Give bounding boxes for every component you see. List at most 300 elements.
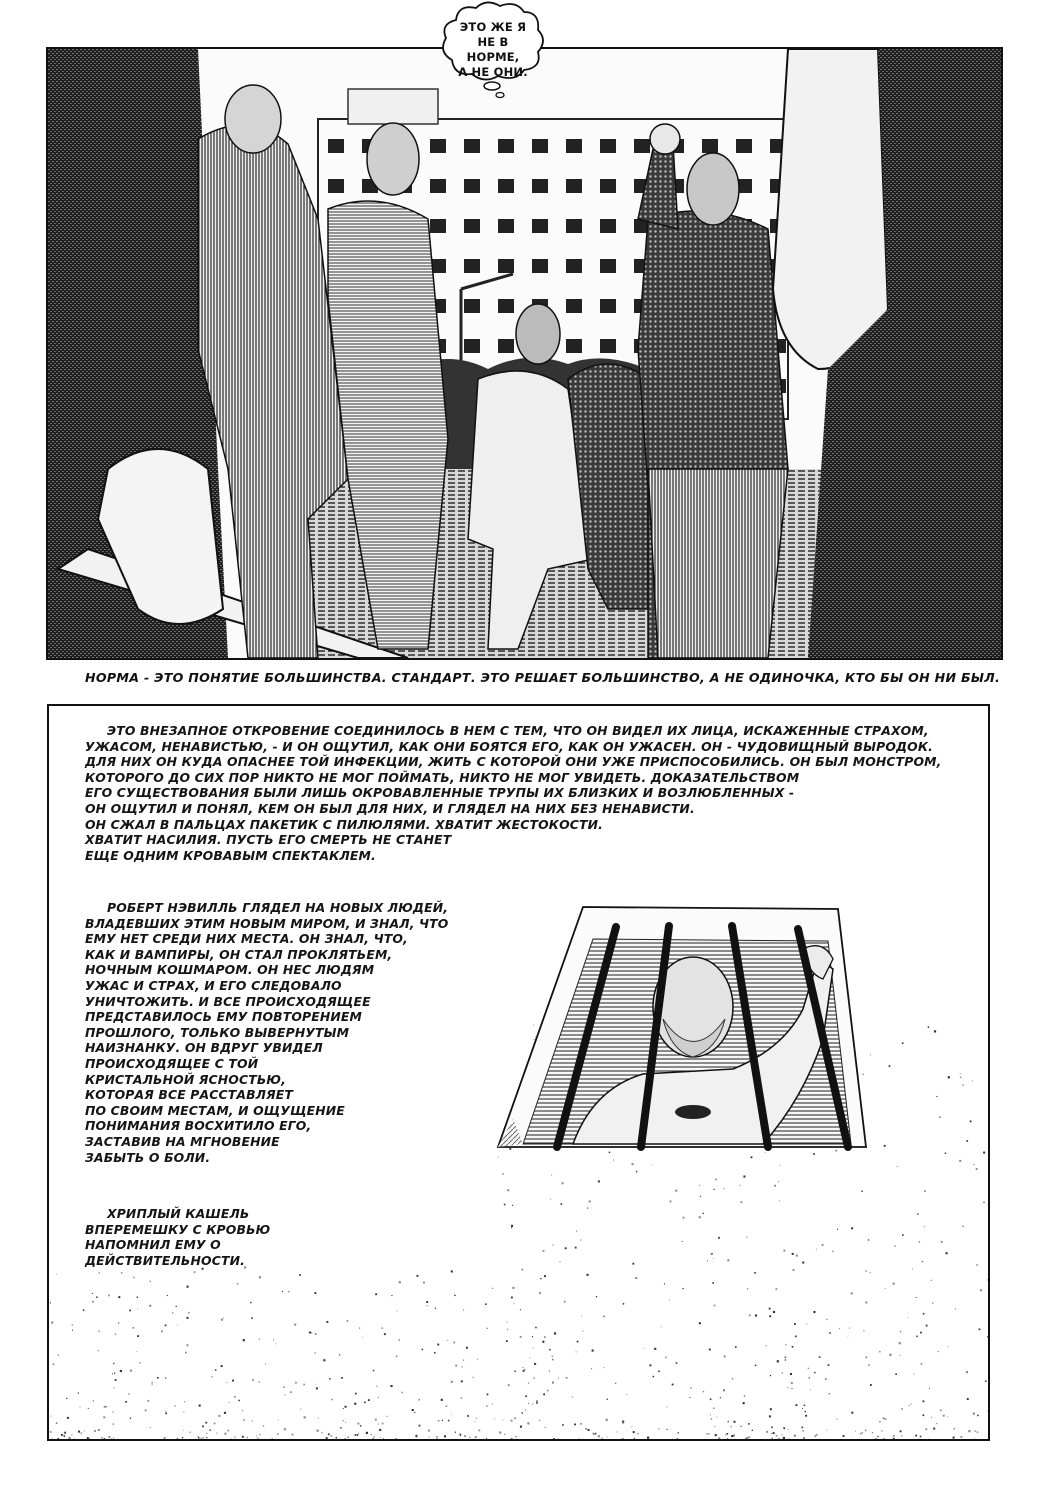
speckle-dot xyxy=(901,1435,902,1436)
speckle-dot xyxy=(631,1426,632,1427)
speckle-dot xyxy=(851,1412,853,1414)
speckle-dot xyxy=(678,1432,679,1433)
speckle-dot xyxy=(469,1437,470,1438)
narration-line: УЖАС И СТРАХ, И ЕГО СЛЕДОВАЛО xyxy=(85,977,342,993)
speckle-dot xyxy=(396,1356,398,1358)
speckle-dot xyxy=(712,1282,714,1284)
speckle-dot xyxy=(977,1264,978,1265)
speckle-dot xyxy=(150,1427,151,1428)
speckle-dot xyxy=(565,1247,567,1249)
speckle-dot xyxy=(104,1406,106,1408)
speckle-dot xyxy=(778,1181,779,1182)
speckle-dot xyxy=(589,1200,591,1202)
speckle-dot xyxy=(520,1336,522,1338)
speckle-dot xyxy=(543,1393,545,1395)
speckle-dot xyxy=(375,1419,377,1421)
thought-line: ЭТО ЖЕ Я xyxy=(459,20,527,34)
narration-line: ПРОШЛОГО, ТОЛЬКО ВЫВЕРНУТЫМ xyxy=(85,1024,350,1040)
speckle-dot xyxy=(785,1359,786,1360)
speckle-dot xyxy=(183,1430,184,1431)
speckle-dot xyxy=(623,1423,624,1424)
speckle-dot xyxy=(749,1314,751,1316)
speckle-dot xyxy=(939,1117,940,1118)
speckle-dot xyxy=(572,1397,573,1398)
speckle-dot xyxy=(145,1410,147,1412)
speckle-dot xyxy=(503,1420,504,1421)
speckle-dot xyxy=(206,1437,207,1438)
speckle-dot xyxy=(511,1297,513,1299)
speckle-dot xyxy=(972,1080,973,1081)
speckle-dot xyxy=(290,1391,292,1393)
speckle-dot xyxy=(792,1253,794,1255)
speckle-dot xyxy=(80,1407,81,1408)
speckle-dot xyxy=(792,1388,793,1389)
speckle-dot xyxy=(928,1026,930,1028)
speckle-dot xyxy=(360,1425,361,1426)
speckle-dot xyxy=(713,1408,715,1410)
speckle-dot xyxy=(384,1333,386,1335)
speckle-dot xyxy=(522,1412,523,1413)
speckle-dot xyxy=(607,1437,608,1438)
narration-line: ПО СВОИМ МЕСТАМ, И ОЩУЩЕНИЕ xyxy=(85,1102,345,1118)
narration-line: РОБЕРТ НЭВИЛЛЬ ГЛЯДЕЛ НА НОВЫХ ЛЮДЕЙ, xyxy=(107,900,449,915)
speckle-dot xyxy=(434,1352,436,1354)
speckle-dot xyxy=(955,1308,956,1309)
narration-line: КОТОРАЯ ВСЕ РАССТАВЛЯЕТ xyxy=(85,1087,294,1103)
speckle-dot xyxy=(494,1419,495,1420)
speckle-dot xyxy=(130,1418,131,1419)
speckle-dot xyxy=(769,1308,771,1310)
speckle-dot xyxy=(861,1191,862,1192)
speckle-dot xyxy=(539,1420,540,1421)
speckle-dot xyxy=(447,1340,448,1341)
speckle-dot xyxy=(676,1438,678,1439)
speckle-dot xyxy=(661,1326,662,1327)
narration-line: ПОНИМАНИЯ ВОСХИТИЛО ЕГО, xyxy=(85,1118,312,1134)
speckle-dot xyxy=(806,1323,807,1324)
speckle-dot xyxy=(331,1435,333,1437)
speckle-dot xyxy=(974,1164,975,1165)
speckle-dot xyxy=(104,1438,105,1439)
speckle-dot xyxy=(920,1436,922,1438)
speckle-dot xyxy=(525,1410,526,1411)
speckle-dot xyxy=(206,1433,207,1434)
speckle-dot xyxy=(777,1360,779,1362)
speckle-dot xyxy=(492,1288,493,1289)
speckle-dot xyxy=(675,1190,677,1192)
speckle-dot xyxy=(382,1327,384,1329)
speckle-dot xyxy=(259,1276,261,1278)
speckle-dot xyxy=(588,1429,590,1431)
speckle-dot xyxy=(436,1436,437,1437)
speckle-dot xyxy=(670,1201,672,1203)
speckle-dot xyxy=(197,1436,198,1437)
speckle-dot xyxy=(883,1417,885,1419)
speckle-dot xyxy=(187,1317,189,1319)
speckle-dot xyxy=(770,1375,771,1376)
thought-bubble xyxy=(436,0,548,92)
speckle-dot xyxy=(121,1272,123,1274)
speckle-dot xyxy=(792,1346,794,1348)
speckle-dot xyxy=(843,1435,845,1437)
speckle-dot xyxy=(724,1356,726,1358)
speckle-dot xyxy=(717,1439,719,1440)
speckle-dot xyxy=(832,1251,834,1253)
speckle-dot xyxy=(228,1430,230,1432)
speckle-dot xyxy=(959,1160,961,1162)
speckle-dot xyxy=(247,1437,248,1438)
speckle-dot xyxy=(813,1311,815,1313)
speckle-dot xyxy=(101,1437,103,1439)
speckle-dot xyxy=(819,1356,821,1358)
speckle-dot xyxy=(813,1153,815,1155)
speckle-dot xyxy=(355,1393,357,1395)
speckle-dot xyxy=(511,1227,512,1228)
prison-cell-illustration xyxy=(493,889,868,1152)
speckle-dot xyxy=(669,1299,670,1300)
speckle-dot xyxy=(634,1438,635,1439)
speckle-dot xyxy=(502,1173,504,1175)
speckle-dot xyxy=(234,1396,236,1398)
speckle-dot xyxy=(983,1152,985,1154)
speckle-dot xyxy=(374,1436,375,1437)
speckle-dot xyxy=(176,1306,177,1307)
speckle-dot xyxy=(284,1428,286,1430)
speckle-dot xyxy=(714,1305,716,1307)
speckle-dot xyxy=(165,1378,166,1379)
speckle-dot xyxy=(543,1250,545,1252)
speckle-dot xyxy=(746,1237,747,1238)
speckle-dot xyxy=(328,1433,330,1435)
speckle-dot xyxy=(743,1402,745,1404)
speckle-dot xyxy=(587,1208,588,1209)
speckle-dot xyxy=(689,1397,690,1398)
speckle-dot xyxy=(187,1344,189,1346)
speckle-dot xyxy=(177,1325,178,1326)
speckle-dot xyxy=(562,1182,564,1184)
speckle-dot xyxy=(914,1374,915,1375)
speckle-dot xyxy=(221,1319,223,1321)
speckle-dot xyxy=(514,1417,516,1419)
speckle-dot xyxy=(78,1431,80,1433)
speckle-dot xyxy=(865,1356,867,1358)
speckle-dot xyxy=(900,1430,902,1432)
speckle-dot xyxy=(437,1344,439,1346)
speckle-dot xyxy=(93,1400,94,1401)
speckle-dot xyxy=(137,1335,139,1337)
narration-line: ЗАСТАВИВ НА МГНОВЕНИЕ xyxy=(85,1133,280,1149)
speckle-dot xyxy=(946,1252,948,1254)
speckle-dot xyxy=(419,1425,421,1427)
speckle-dot xyxy=(940,1410,942,1412)
speckle-dot xyxy=(919,1241,921,1243)
speckle-dot xyxy=(945,1153,946,1154)
speckle-dot xyxy=(474,1421,475,1422)
speckle-dot xyxy=(985,1380,987,1382)
speckle-dot xyxy=(331,1399,333,1401)
speckle-dot xyxy=(808,1368,809,1369)
speckle-dot xyxy=(954,1428,955,1429)
speckle-dot xyxy=(593,1433,595,1435)
speckle-dot xyxy=(795,1336,797,1338)
speckle-dot xyxy=(727,1259,729,1261)
speckle-dot xyxy=(72,1330,73,1331)
speckle-dot xyxy=(962,1085,963,1086)
speckle-dot xyxy=(174,1405,175,1406)
speckle-dot xyxy=(446,1405,448,1407)
speckle-dot xyxy=(933,1428,935,1430)
speckle-dot xyxy=(391,1295,392,1296)
speckle-dot xyxy=(766,1431,768,1433)
speckle-dot xyxy=(417,1275,419,1277)
speckle-dot xyxy=(373,1370,375,1372)
speckle-dot xyxy=(504,1204,506,1206)
speckle-dot xyxy=(461,1397,462,1398)
speckle-dot xyxy=(396,1438,398,1439)
narration-paragraph-2 xyxy=(85,900,448,1165)
speckle-dot xyxy=(872,1432,873,1433)
speckle-dot xyxy=(727,1438,728,1439)
narration-paragraph-3 xyxy=(85,1206,270,1268)
speckle-dot xyxy=(804,1438,805,1439)
speckle-dot xyxy=(607,1399,608,1400)
speckle-dot xyxy=(232,1380,234,1382)
speckle-dot xyxy=(185,1352,187,1354)
speckle-dot xyxy=(418,1399,420,1401)
speckle-dot xyxy=(187,1286,189,1288)
speckle-dot xyxy=(51,1416,52,1417)
speckle-dot xyxy=(487,1328,488,1329)
speckle-dot xyxy=(114,1387,115,1388)
speckle-dot xyxy=(676,1362,678,1364)
speckle-dot xyxy=(375,1293,377,1295)
speckle-dot xyxy=(751,1156,753,1158)
speckle-dot xyxy=(438,1420,440,1422)
speckle-dot xyxy=(665,1357,667,1359)
speckle-dot xyxy=(700,1196,701,1197)
speckle-dot xyxy=(284,1395,285,1396)
speckle-dot xyxy=(460,1435,461,1436)
narration-line: НАИЗНАНКУ. ОН ВДРУГ УВИДЕЛ xyxy=(85,1040,323,1056)
speckle-dot xyxy=(911,1403,912,1404)
speckle-dot xyxy=(598,1435,600,1437)
speckle-dot xyxy=(81,1432,83,1434)
speckle-dot xyxy=(252,1379,254,1381)
speckle-dot xyxy=(512,1205,513,1206)
speckle-dot xyxy=(57,1438,59,1439)
speckle-dot xyxy=(463,1360,464,1361)
speckle-dot xyxy=(224,1412,226,1414)
speckle-dot xyxy=(707,1261,708,1262)
speckle-dot xyxy=(931,1417,932,1418)
bottom-panel xyxy=(47,704,990,1441)
speckle-dot xyxy=(467,1415,469,1417)
speckle-dot xyxy=(511,1420,513,1422)
speckle-dot xyxy=(773,1432,775,1434)
speckle-dot xyxy=(229,1402,230,1403)
speckle-dot xyxy=(967,1398,969,1400)
narration-line: ВЛАДЕВШИХ ЭТИМ НОВЫМ МИРОМ, И ЗНАЛ, ЧТО xyxy=(85,915,449,931)
speckle-dot xyxy=(315,1333,316,1334)
speckle-dot xyxy=(948,1076,950,1078)
speckle-dot xyxy=(912,1268,913,1269)
speckle-dot xyxy=(553,1245,554,1246)
speckle-dot xyxy=(787,1387,788,1388)
speckle-dot xyxy=(115,1334,116,1335)
speckle-dot xyxy=(576,1351,577,1352)
speckle-dot xyxy=(251,1317,253,1319)
speckle-dot xyxy=(364,1402,366,1404)
speckle-dot xyxy=(837,1229,838,1230)
speckle-dot xyxy=(536,1402,538,1404)
speckle-dot xyxy=(960,1436,962,1438)
speckle-dot xyxy=(603,1316,604,1317)
speckle-dot xyxy=(552,1359,554,1361)
speckle-dot xyxy=(184,1401,185,1402)
speckle-dot xyxy=(814,1435,816,1437)
speckle-dot xyxy=(444,1435,446,1437)
speckle-dot xyxy=(300,1409,301,1410)
speckle-dot xyxy=(962,1226,964,1228)
speckle-dot xyxy=(577,1341,579,1343)
speckle-dot xyxy=(201,1438,202,1439)
speckle-dot xyxy=(345,1422,346,1423)
speckle-dot xyxy=(256,1435,257,1436)
speckle-dot xyxy=(747,1288,748,1289)
speckle-dot xyxy=(776,1288,778,1290)
speckle-dot xyxy=(415,1435,417,1437)
speckle-dot xyxy=(463,1310,464,1311)
narration-line: ЕМУ НЕТ СРЕДИ НИХ МЕСТА. ОН ЗНАЛ, ЧТО, xyxy=(85,931,408,947)
speckle-dot xyxy=(794,1323,796,1325)
speckle-dot xyxy=(530,1357,531,1358)
narration-line: ХВАТИТ НАСИЛИЯ. ПУСТЬ ЕГО СМЕРТЬ НЕ СТАНЕТ xyxy=(85,832,452,848)
speckle-dot xyxy=(635,1277,637,1279)
speckle-dot xyxy=(521,1269,523,1271)
speckle-dot xyxy=(56,1274,57,1275)
speckle-dot xyxy=(542,1341,544,1343)
speckle-dot xyxy=(638,1433,639,1434)
speckle-dot xyxy=(226,1382,227,1383)
speckle-dot xyxy=(960,1077,961,1078)
speckle-dot xyxy=(549,1371,550,1372)
speckle-dot xyxy=(923,1313,925,1315)
thought-bubble-text xyxy=(450,20,536,80)
speckle-dot xyxy=(212,1376,213,1377)
speckle-dot xyxy=(748,1423,750,1425)
speckle-dot xyxy=(703,1213,704,1214)
speckle-dot xyxy=(344,1438,346,1439)
speckle-dot xyxy=(520,1309,521,1310)
speckle-dot xyxy=(53,1363,55,1365)
speckle-dot xyxy=(329,1378,331,1380)
speckle-dot xyxy=(709,1349,711,1351)
speckle-dot xyxy=(658,1428,659,1429)
speckle-dot xyxy=(658,1371,660,1373)
speckle-dot xyxy=(920,1332,922,1334)
narration-line: ЗАБЫТЬ О БОЛИ. xyxy=(85,1149,211,1165)
speckle-dot xyxy=(870,1054,871,1055)
speckle-dot xyxy=(368,1399,370,1401)
speckle-dot xyxy=(136,1351,137,1352)
speckle-dot xyxy=(870,1272,871,1273)
speckle-dot xyxy=(711,1253,713,1255)
speckle-dot xyxy=(889,1065,891,1067)
speckle-dot xyxy=(428,1430,430,1432)
speckle-dot xyxy=(593,1433,594,1434)
speckle-dot xyxy=(980,1289,982,1291)
speckle-dot xyxy=(581,1240,582,1241)
speckle-dot xyxy=(755,1315,757,1317)
speckle-dot xyxy=(96,1296,98,1298)
speckle-dot xyxy=(532,1336,533,1337)
speckle-dot xyxy=(317,1430,319,1432)
speckle-dot xyxy=(934,1030,936,1032)
speckle-dot xyxy=(272,1438,273,1439)
speckle-dot xyxy=(382,1423,384,1425)
speckle-dot xyxy=(805,1411,806,1412)
speckle-dot xyxy=(387,1416,388,1417)
speckle-dot xyxy=(165,1413,167,1415)
speckle-dot xyxy=(167,1295,168,1296)
speckle-dot xyxy=(802,1427,804,1429)
speckle-dot xyxy=(115,1379,117,1381)
speckle-dot xyxy=(92,1301,93,1302)
speckle-dot xyxy=(632,1163,634,1165)
speckle-dot xyxy=(552,1382,554,1384)
speckle-dot xyxy=(595,1433,597,1435)
speckle-dot xyxy=(895,1246,896,1247)
speckle-dot xyxy=(112,1373,113,1374)
speckle-dot xyxy=(539,1292,541,1294)
speckle-dot xyxy=(636,1171,637,1172)
speckle-dot xyxy=(165,1411,166,1412)
top-panel xyxy=(46,47,1003,660)
speckle-dot xyxy=(591,1368,592,1369)
speckle-dot xyxy=(592,1350,594,1352)
speckle-dot xyxy=(900,1355,901,1356)
speckle-dot xyxy=(515,1371,516,1372)
speckle-dot xyxy=(836,1419,837,1420)
speckle-dot xyxy=(441,1399,443,1401)
speckle-dot xyxy=(108,1295,110,1297)
speckle-dot xyxy=(534,1363,536,1365)
speckle-dot xyxy=(771,1438,773,1439)
speckle-dot xyxy=(576,1230,577,1231)
speckle-dot xyxy=(666,1407,667,1408)
speckle-dot xyxy=(64,1432,66,1434)
speckle-dot xyxy=(355,1434,357,1436)
speckle-dot xyxy=(133,1327,135,1329)
speckle-dot xyxy=(72,1324,73,1325)
speckle-dot xyxy=(532,1404,533,1405)
speckle-dot xyxy=(194,1271,196,1273)
speckle-dot xyxy=(860,1433,862,1435)
speckle-dot xyxy=(868,1364,870,1366)
speckle-dot xyxy=(851,1292,853,1294)
speckle-dot xyxy=(108,1436,110,1438)
speckle-dot xyxy=(427,1305,428,1306)
speckle-dot xyxy=(784,1356,786,1358)
speckle-dot xyxy=(357,1434,359,1436)
speckle-dot xyxy=(979,1329,981,1331)
speckle-dot xyxy=(782,1373,783,1374)
speckle-dot xyxy=(359,1328,360,1329)
speckle-dot xyxy=(202,1437,204,1439)
speckle-dot xyxy=(883,1438,885,1439)
speckle-dot xyxy=(562,1424,564,1426)
speckle-dot xyxy=(549,1349,551,1351)
